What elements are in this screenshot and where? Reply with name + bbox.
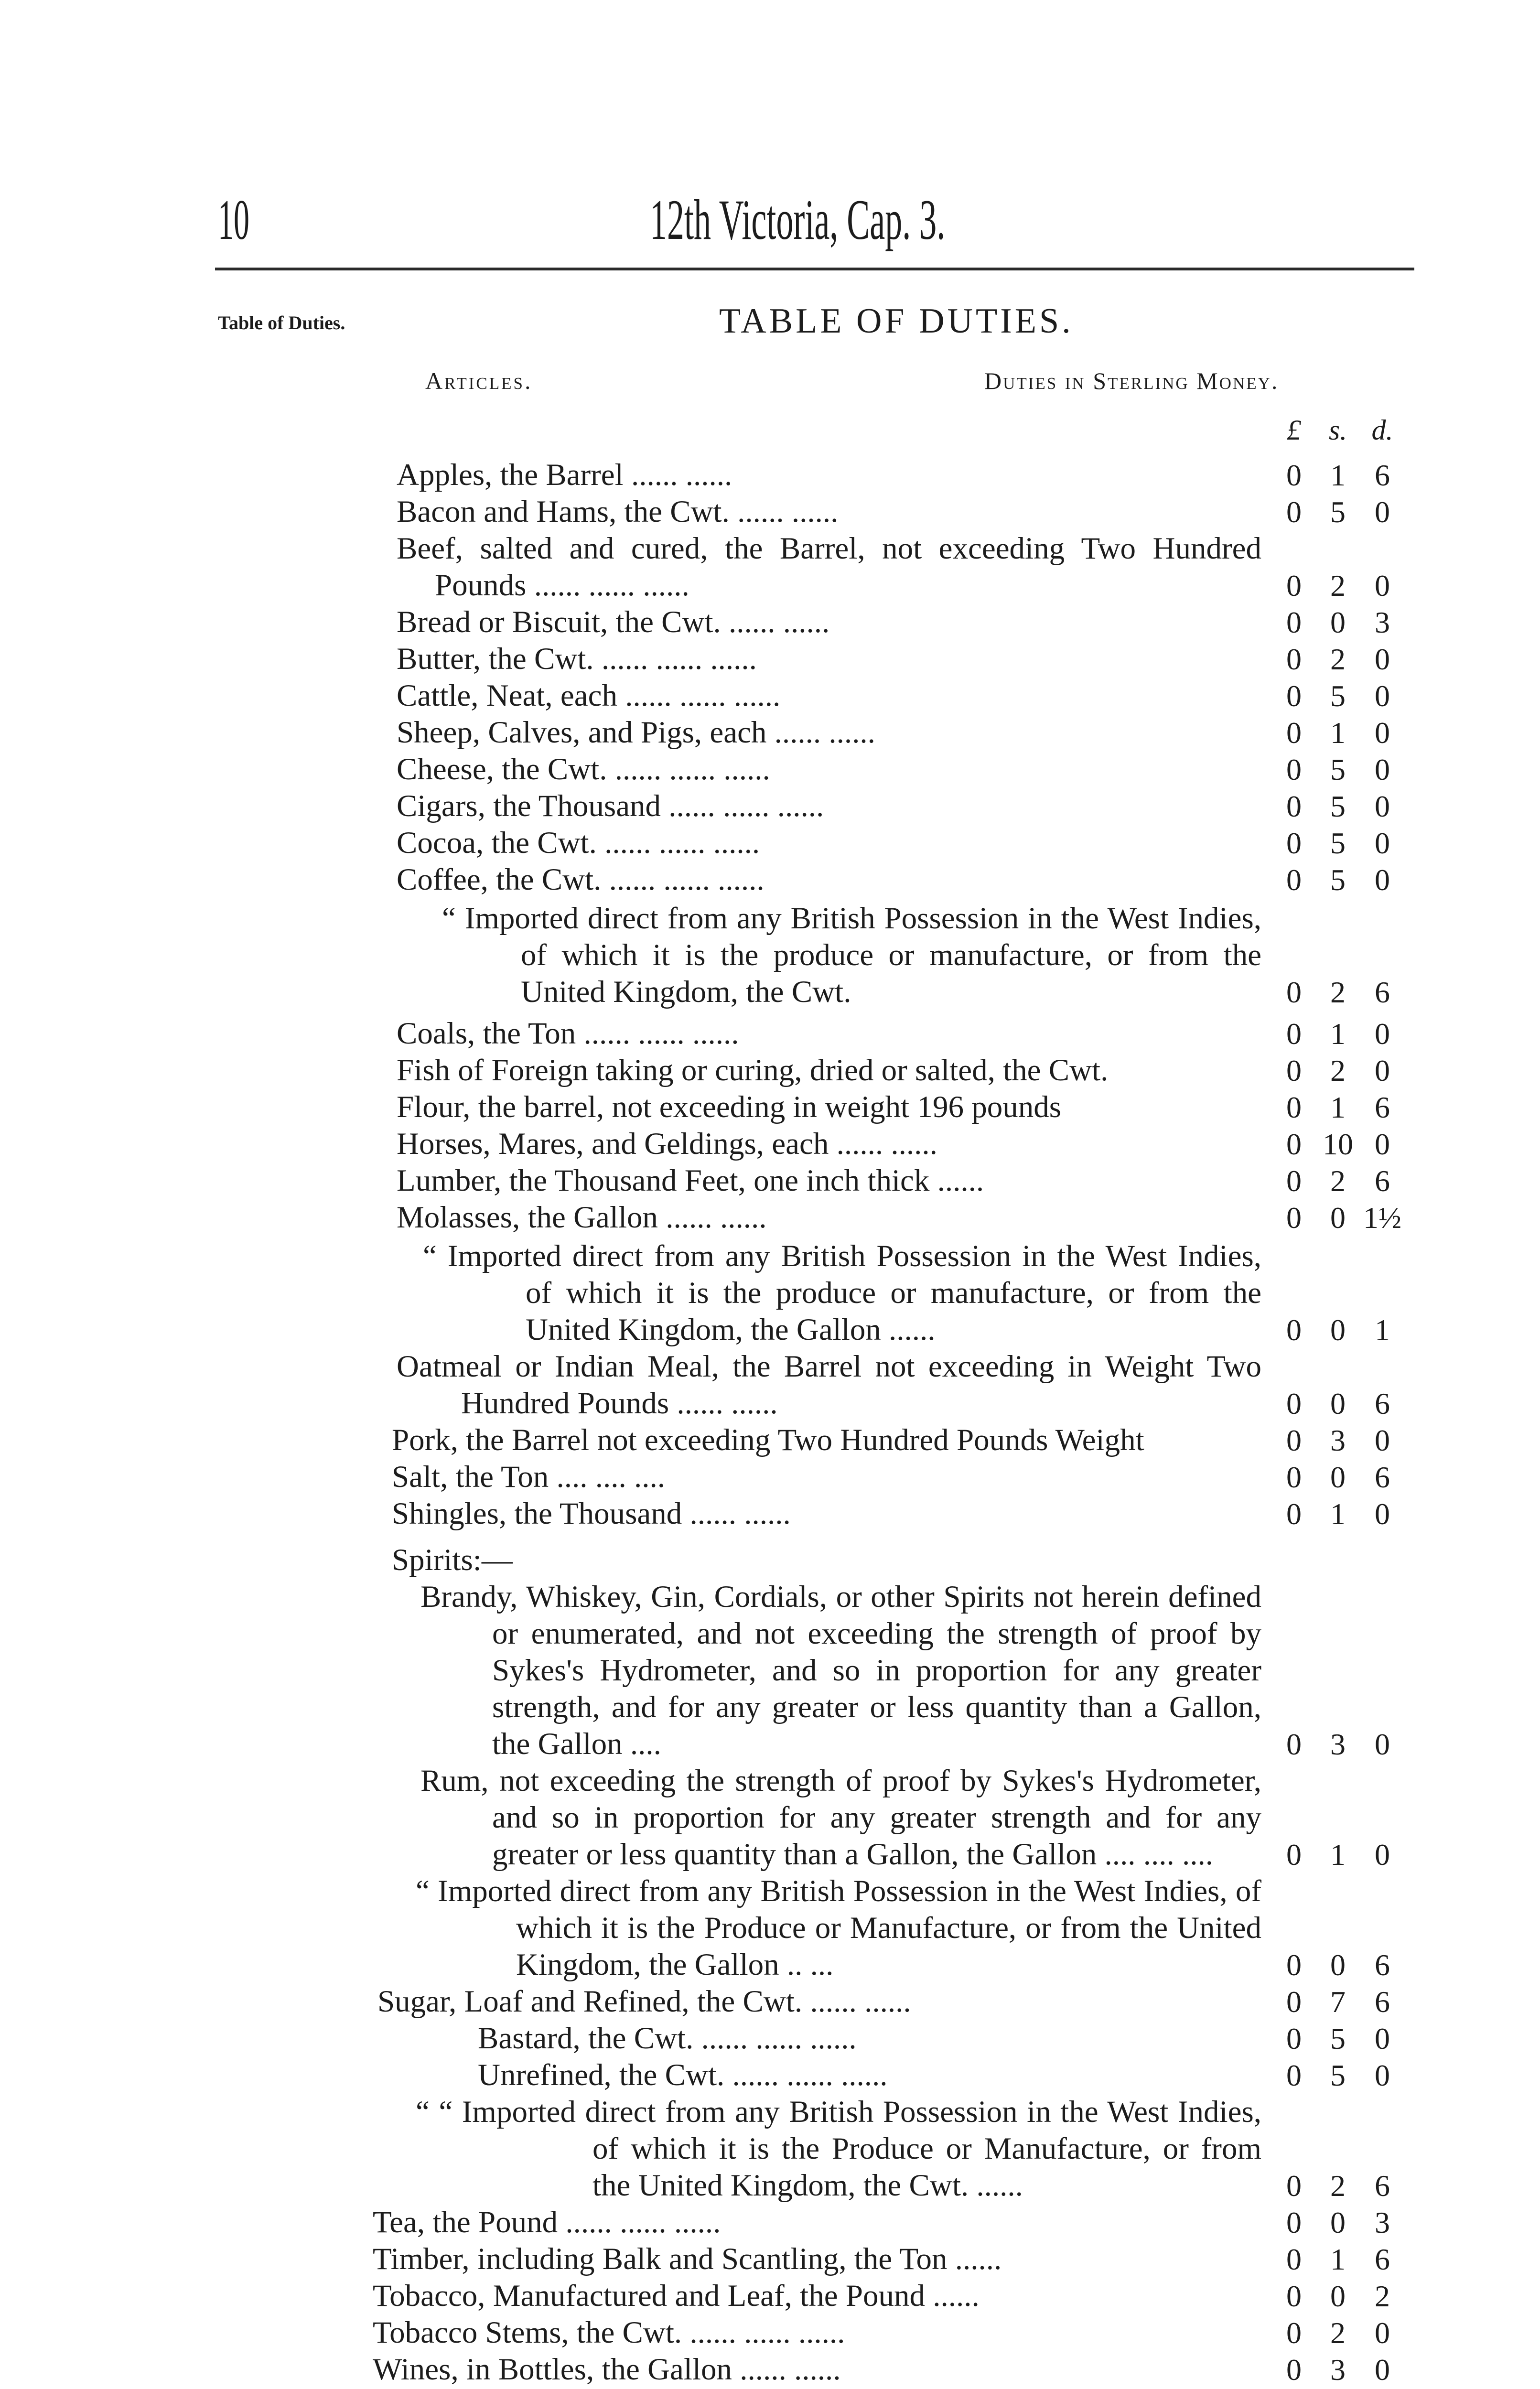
margin-note: Table of Duties. [218, 312, 345, 334]
duty-shillings: 3 [1330, 2353, 1346, 2387]
currency-pounds-header: £ [1287, 414, 1301, 446]
article-description: “ “ Imported direct from any British Possession in the West Indies, of which it is the Produce or Manufacture, or from the United Kingdom, the Cwt. ...... [416, 2095, 1261, 2203]
article-description: Bastard, the Cwt. ...... ...... ...... [478, 2021, 857, 2055]
duty-pounds: 0 [1286, 1497, 1302, 1531]
duty-pence: 0 [1375, 1054, 1390, 1087]
duty-pounds: 0 [1286, 2279, 1302, 2313]
running-title: 12th Victoria, Cap. 3. [650, 188, 946, 251]
duty-pounds: 0 [1286, 1387, 1302, 1420]
duty-shillings: 1 [1330, 1090, 1346, 1124]
table-row [0, 714, 1540, 751]
article-description: Pork, the Barrel not exceeding Two Hundred Pounds Weight [392, 1423, 1144, 1457]
duty-pence: 6 [1375, 1090, 1390, 1124]
article-description: Salt, the Ton .... .... .... [392, 1460, 666, 1494]
duty-shillings: 2 [1330, 642, 1346, 676]
duty-shillings: 0 [1330, 2206, 1346, 2239]
duty-shillings: 3 [1330, 1727, 1346, 1761]
duty-pence: 0 [1375, 2316, 1390, 2350]
duty-shillings: 10 [1323, 1127, 1353, 1161]
header-rule [215, 268, 1414, 270]
duty-shillings: 1 [1330, 1497, 1346, 1531]
duty-pence: 0 [1375, 826, 1390, 860]
duty-shillings: 0 [1330, 605, 1346, 639]
currency-shillings-header: s. [1328, 414, 1347, 446]
duty-shillings: 5 [1330, 679, 1346, 713]
article-description: Apples, the Barrel ...... ...... [397, 458, 732, 492]
table-row [0, 2314, 1540, 2351]
table-row [0, 2057, 1540, 2094]
article-description: Horses, Mares, and Geldings, each ...... ...... [397, 1127, 937, 1161]
table-row [0, 2241, 1540, 2278]
duty-pounds [1275, 1542, 1313, 1579]
table-row [0, 751, 1540, 788]
article-description: Tobacco Stems, the Cwt. ...... ...... ...... [373, 2315, 845, 2350]
duty-pounds: 0 [1286, 2316, 1302, 2350]
duty-pounds: 0 [1286, 2169, 1302, 2203]
duty-pounds: 0 [1286, 826, 1302, 860]
duty-pounds: 0 [1286, 1460, 1302, 1494]
duty-shillings: 1 [1330, 458, 1346, 492]
duty-shillings: 5 [1330, 495, 1346, 529]
article-description: Rum, not exceeding the strength of proof by Sykes's Hydrometer, and so in proportion for any greater strength and for any greater or less quantity than a Gallon, the Gallon .... .... .... [420, 1764, 1261, 1872]
duty-pounds: 0 [1286, 716, 1302, 750]
duty-pence: 6 [1375, 1948, 1390, 1982]
duty-pounds: 0 [1286, 2022, 1302, 2055]
table-row [0, 1015, 1540, 1052]
duty-pence: 6 [1375, 1387, 1390, 1420]
table-row [0, 1873, 1540, 1983]
article-description: Fish of Foreign taking or curing, dried or salted, the Cwt. [397, 1053, 1109, 1087]
duty-pounds: 0 [1286, 1985, 1302, 2019]
duty-pounds: 0 [1286, 1164, 1302, 1198]
table-row [0, 1126, 1540, 1162]
article-description: Coals, the Ton ...... ...... ...... [397, 1016, 739, 1051]
duty-pence: 0 [1375, 753, 1390, 786]
table-row [0, 1496, 1540, 1532]
table-row [0, 2094, 1540, 2204]
table-row [0, 1238, 1540, 1348]
duty-pence: 6 [1375, 2169, 1390, 2203]
duty-pounds: 0 [1286, 975, 1302, 1009]
article-description: “ Imported direct from any British Possession in the West Indies, of which it is the produce or manufacture, or from the United Kingdom, the Gallon ...... [423, 1239, 1261, 1347]
duty-shillings: 2 [1330, 2169, 1346, 2203]
duty-shillings: 2 [1330, 1164, 1346, 1198]
table-row [0, 788, 1540, 825]
page-number: 10 [218, 188, 249, 251]
duty-pounds: 0 [1286, 1201, 1302, 1235]
duty-pence: 0 [1375, 679, 1390, 713]
article-description: Shingles, the Thousand ...... ...... [392, 1496, 791, 1531]
duty-pounds: 0 [1286, 2058, 1302, 2092]
duty-shillings: 1 [1330, 2242, 1346, 2276]
duty-pence: 0 [1375, 1727, 1390, 1761]
table-row [0, 1199, 1540, 1236]
article-description: Tea, the Pound ...... ...... ...... [373, 2205, 721, 2239]
duty-pounds: 0 [1286, 1054, 1302, 1087]
duty-pence: 0 [1375, 2058, 1390, 2092]
table-row [0, 1162, 1540, 1199]
duty-shillings: 1 [1330, 716, 1346, 750]
duty-shillings: 2 [1330, 569, 1346, 603]
article-description: Wines, in Bottles, the Gallon ...... ...... [373, 2352, 841, 2387]
article-description: Lumber, the Thousand Feet, one inch thick ...... [397, 1163, 984, 1198]
duty-pence: 0 [1375, 1423, 1390, 1457]
duty-pence: 0 [1375, 495, 1390, 529]
duty-pence: 1 [1375, 1313, 1390, 1347]
duty-pounds: 0 [1286, 1017, 1302, 1051]
table-row [0, 1983, 1540, 2020]
table-row [0, 604, 1540, 641]
duty-pence: 0 [1375, 1017, 1390, 1051]
table-row [0, 1763, 1540, 1873]
article-description: Butter, the Cwt. ...... ...... ...... [397, 642, 757, 676]
table-row [0, 2278, 1540, 2314]
article-description: Cigars, the Thousand ...... ...... ...... [397, 789, 824, 823]
table-row [0, 2020, 1540, 2057]
duty-pounds: 0 [1286, 753, 1302, 786]
duty-pounds: 0 [1286, 495, 1302, 529]
duty-pounds: 0 [1286, 1313, 1302, 1347]
duty-pounds: 0 [1286, 2353, 1302, 2387]
duty-pounds: 0 [1286, 863, 1302, 897]
duty-pounds: 0 [1286, 642, 1302, 676]
duty-pence: 0 [1375, 2022, 1390, 2055]
duty-pence: 0 [1375, 569, 1390, 603]
table-row [0, 457, 1540, 494]
duty-shillings: 0 [1330, 1387, 1346, 1420]
table-row [0, 678, 1540, 714]
currency-pence-header: d. [1371, 414, 1393, 446]
duty-pounds: 0 [1286, 1423, 1302, 1457]
duty-shillings: 3 [1330, 1423, 1346, 1457]
article-description: Flour, the barrel, not exceeding in weight 196 pounds [397, 1090, 1061, 1124]
duty-pounds: 0 [1286, 1948, 1302, 1982]
table-row [0, 1459, 1540, 1496]
article-description: Sugar, Loaf and Refined, the Cwt. ...... ...... [377, 1984, 911, 2019]
duty-pounds: 0 [1286, 569, 1302, 603]
table-row [0, 861, 1540, 898]
duty-shillings: 5 [1330, 2022, 1346, 2055]
article-description: Molasses, the Gallon ...... ...... [397, 1200, 767, 1235]
duty-pence: 0 [1375, 716, 1390, 750]
article-description: Timber, including Balk and Scantling, the Ton ...... [373, 2242, 1002, 2276]
column-header-articles: Articles. [425, 367, 533, 394]
duty-pounds: 0 [1286, 605, 1302, 639]
article-description: “ Imported direct from any British Possession in the West Indies, of which it is the produce or manufacture, or from the United Kingdom, the Cwt. [442, 901, 1261, 1009]
duty-pence: 2 [1375, 2279, 1390, 2313]
duty-pence: 0 [1375, 1497, 1390, 1531]
duty-pence: 0 [1375, 1127, 1390, 1161]
article-description: Tobacco, Manufactured and Leaf, the Pound ...... [373, 2279, 980, 2313]
duty-pence: 6 [1375, 458, 1390, 492]
column-header-duties: Duties in Sterling Money. [984, 367, 1279, 394]
duty-shillings: 0 [1330, 1313, 1346, 1347]
duty-pounds: 0 [1286, 2242, 1302, 2276]
duty-shillings: 5 [1330, 753, 1346, 786]
table-row [0, 1348, 1540, 1422]
table-row [0, 825, 1540, 861]
duty-shillings: 5 [1330, 2058, 1346, 2092]
duty-pence [1363, 1542, 1401, 1579]
duty-shillings: 0 [1330, 1948, 1346, 1982]
table-row [0, 641, 1540, 678]
duty-pounds: 0 [1286, 1090, 1302, 1124]
article-description: Coffee, the Cwt. ...... ...... ...... [397, 862, 765, 897]
table-row [0, 1089, 1540, 1126]
duty-pence: 3 [1375, 2206, 1390, 2239]
table-title: TABLE OF DUTIES. [719, 301, 1074, 341]
table-row [0, 2351, 1540, 2388]
article-description: Cheese, the Cwt. ...... ...... ...... [397, 752, 770, 786]
duty-pence: 6 [1375, 1164, 1390, 1198]
table-row [0, 1422, 1540, 1459]
article-description: Brandy, Whiskey, Gin, Cordials, or other Spirits not herein defined or enumerated, and not exceeding the strength of proof by Sykes's Hydrometer, and so in proportion for any greater strength, and for any greater or less quantity than a Gallon, the Gallon .... [420, 1580, 1261, 1761]
duty-shillings: 2 [1330, 1054, 1346, 1087]
article-description: Cocoa, the Cwt. ...... ...... ...... [397, 826, 760, 860]
table-row [0, 2204, 1540, 2241]
duty-shillings: 5 [1330, 863, 1346, 897]
duty-shillings: 2 [1330, 975, 1346, 1009]
duty-shillings: 0 [1330, 1460, 1346, 1494]
duty-pounds: 0 [1286, 789, 1302, 823]
article-description: Cattle, Neat, each ...... ...... ...... [397, 678, 781, 713]
duty-pence: 6 [1375, 975, 1390, 1009]
article-description: “ Imported direct from any British Possession in the West Indies, of which it is the Produce or Manufacture, or from the United Kingdom, the Gallon .. ... [416, 1874, 1261, 1982]
duty-pence: 6 [1375, 2242, 1390, 2276]
duty-shillings [1319, 1542, 1357, 1579]
duty-pence: 0 [1375, 2353, 1390, 2387]
article-description: Unrefined, the Cwt. ...... ...... ...... [478, 2058, 888, 2092]
duty-shillings: 1 [1330, 1838, 1346, 1872]
duty-pence: 6 [1375, 1460, 1390, 1494]
table-row [0, 530, 1540, 604]
duty-shillings: 1 [1330, 1017, 1346, 1051]
article-description: Sheep, Calves, and Pigs, each ...... ...... [397, 715, 875, 750]
duty-shillings: 7 [1330, 1985, 1346, 2019]
duty-pounds: 0 [1286, 679, 1302, 713]
duty-shillings: 5 [1330, 826, 1346, 860]
duty-pounds: 0 [1286, 1727, 1302, 1761]
duty-pounds: 0 [1286, 1127, 1302, 1161]
duty-pence: 0 [1375, 642, 1390, 676]
duty-pounds: 0 [1286, 458, 1302, 492]
article-description: Spirits:— [392, 1543, 513, 1577]
table-row [0, 900, 1540, 1011]
duty-pounds: 0 [1286, 1838, 1302, 1872]
table-row [0, 1542, 1540, 1579]
table-row [0, 1579, 1540, 1763]
article-description: Bread or Biscuit, the Cwt. ...... ...... [397, 605, 830, 639]
duty-shillings: 0 [1330, 1201, 1346, 1235]
table-row [0, 1052, 1540, 1089]
article-description: Oatmeal or Indian Meal, the Barrel not exceeding in Weight Two Hundred Pounds ...... ...... [397, 1349, 1261, 1420]
duty-pence: 3 [1375, 605, 1390, 639]
duty-pence: 0 [1375, 1838, 1390, 1872]
article-description: Bacon and Hams, the Cwt. ...... ...... [397, 495, 839, 529]
duty-shillings: 0 [1330, 2279, 1346, 2313]
duty-pence: 0 [1375, 863, 1390, 897]
duty-pence: 6 [1375, 1985, 1390, 2019]
article-description: Beef, salted and cured, the Barrel, not exceeding Two Hundred Pounds ...... ...... ...... [397, 531, 1261, 603]
duty-pence: 1½ [1363, 1201, 1401, 1235]
table-row [0, 494, 1540, 530]
duties-table [0, 457, 1540, 2389]
duty-shillings: 5 [1330, 789, 1346, 823]
duty-shillings: 2 [1330, 2316, 1346, 2350]
duty-pounds: 0 [1286, 2206, 1302, 2239]
duty-pence: 0 [1375, 789, 1390, 823]
